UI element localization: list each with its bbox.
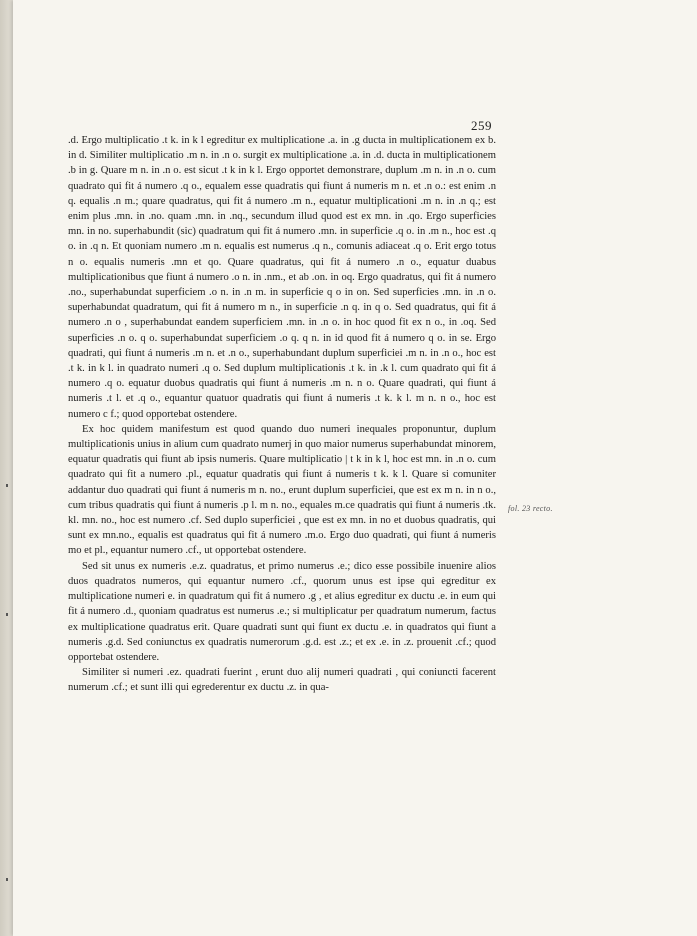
edge-mark: [6, 878, 8, 881]
book-page: [13, 0, 697, 936]
edge-mark: [6, 613, 8, 616]
edge-mark: [6, 484, 8, 487]
page-number: 259: [471, 118, 492, 133]
paragraph-3: Sed sit unus ex numeris .e.z. quadratus, et primo numerus .e.; dico esse possibile inuenire alios duos quadratos numeros, qui equantur numero .cf., quorum unus est ipse qui egreditur ex multiplicatione numeri e. in quadratum qui fit á numero .g , et alius egreditur ex ductu .e. in eum qui fit á numero .d., quoniam quadratus est numerus .e.; si multiplicatur per quadratum numerum, factus ex multiplicatione quadratus erit. Quare quadrati sunt qui fiunt ex ductu .e. in quadratos qui fiunt a numeris .g.d. Sed coniunctus ex quadratis numerorum .g.d. est .z.; et ex .e. in .z. prouenit .cf.; quod opportebat ostendere.: [68, 560, 496, 663]
paragraph-2: Ex hoc quidem manifestum est quod quando duo numeri inequales proponuntur, duplum multiplicationis unius in alium cum quadrato numerj in quo maior numerus superhabundat minorem, equatur quadratis qui fiunt ab ipsis numeris. Quare multiplicatio | t k in k l, hoc est mn. in .n o. cum quadrato qui fit a numero .pl., equatur quadratis qui fiunt á numeris t k. k l. Quare si comuniter addantur duo quadrati qui fiunt á numeris m n. no., erunt duplum superficiei, que est ex m n. in n o., cum tribus quadratis qui fiunt á numeris .p l. m n. no., equales m.ce quadratis qui fiunt á numeris .tk. kl. mn. no., hoc est numero .cf. Sed duplo superficiei , que est ex mn. in no et duobus quadratis, qui sunt ex mn.no., equalis est quadratus qui fit á numero .m.o. Ergo duo quadrati, qui fiunt á numeris mo et pl., equantur numero .cf., ut opportebat ostendere.: [68, 423, 496, 557]
paragraph-4: Similiter si numeri .ez. quadrati fuerint , erunt duo alij numeri quadrati , qui coniuncti facerent numerum .cf.; et sunt illi qui egrederentur ex ductu .z. in qua-: [68, 667, 496, 694]
paragraph-1: .d. Ergo multiplicatio .t k. in k l egreditur ex multiplicatione .a. in .g ducta in multiplicationem ex b. in d. Similiter multiplicatio .m n. in .n o. surgit ex multiplicatione .a. in .d. ducta in multiplicationem .b in g. Quare m n. in .n o. est sicut .t k in k l. Ergo opportet demonstrare, duplum .m n. in .n o. cum quadrato qui fit á numero .q o., equalem esse quadratis qui fiunt á numeris m n. et .n o.: est enim .n q. equalis .n m.; quare quadratus, qui fit á numero .m n., equatur multiplicationi .m n. in .n q.; est enim plus .mn. in .no. quam .mn. in .nq., secundum illud quod est ex mn. in .qo. Ergo superficies mn. in no. superhabundit (sic) quadratum qui fit á numero .mn. in superficie .q o. in .m n., hoc est .q o. in .q n. Et quoniam numero .m n. equalis est numerus .q n., comunis adiaceat .q o. Erit ergo totus n o. equalis numeris .mn et qo. Quare quadratus, qui fit á numero .n o., equatur duabus multiplicationibus que fiunt á numero .o n. in .nm., et ab .on. in oq. Ergo quadratus, qui fit á numero .no., superhabundat superficiem .o n. in .n m. in superficie q o in on. Sed superficies .mn. in .n o. superhabundat quadratum, qui fit á numero m n., in superficie .n q. in q o. Sed quadratus, qui fit á numero .n o , superhabundat eandem superficiem .mn. in .n o. in hoc quod fit ex n o., in .oq. Sed superficies .n o. q o. superhabundat superficiem .o q. q n. in id quod fit á numero q o. in se. Ergo quadrati, qui fiunt á numeris .m n. et .n o., superhabundant duplum superficiei .m n. in .n o., hoc est .t k. in k l. in quadrato numeri .q o. Sed duplum multiplicationis .t k. in .k l. cum quadrato qui fit á numero .q o. equatur duobus quadratis qui fiunt á numeris .m n. n o. Quare quadrati, qui fiunt á numeris .t l. et .q o., equantur quatuor quadratis qui fiunt á numeris .t k. k l. m n. n o., hoc est numero c f.; quod opportebat ostendere.: [68, 135, 496, 420]
margin-note: fol. 23 recto.: [508, 504, 553, 513]
page-gutter: [0, 0, 13, 936]
main-text: [68, 133, 496, 696]
